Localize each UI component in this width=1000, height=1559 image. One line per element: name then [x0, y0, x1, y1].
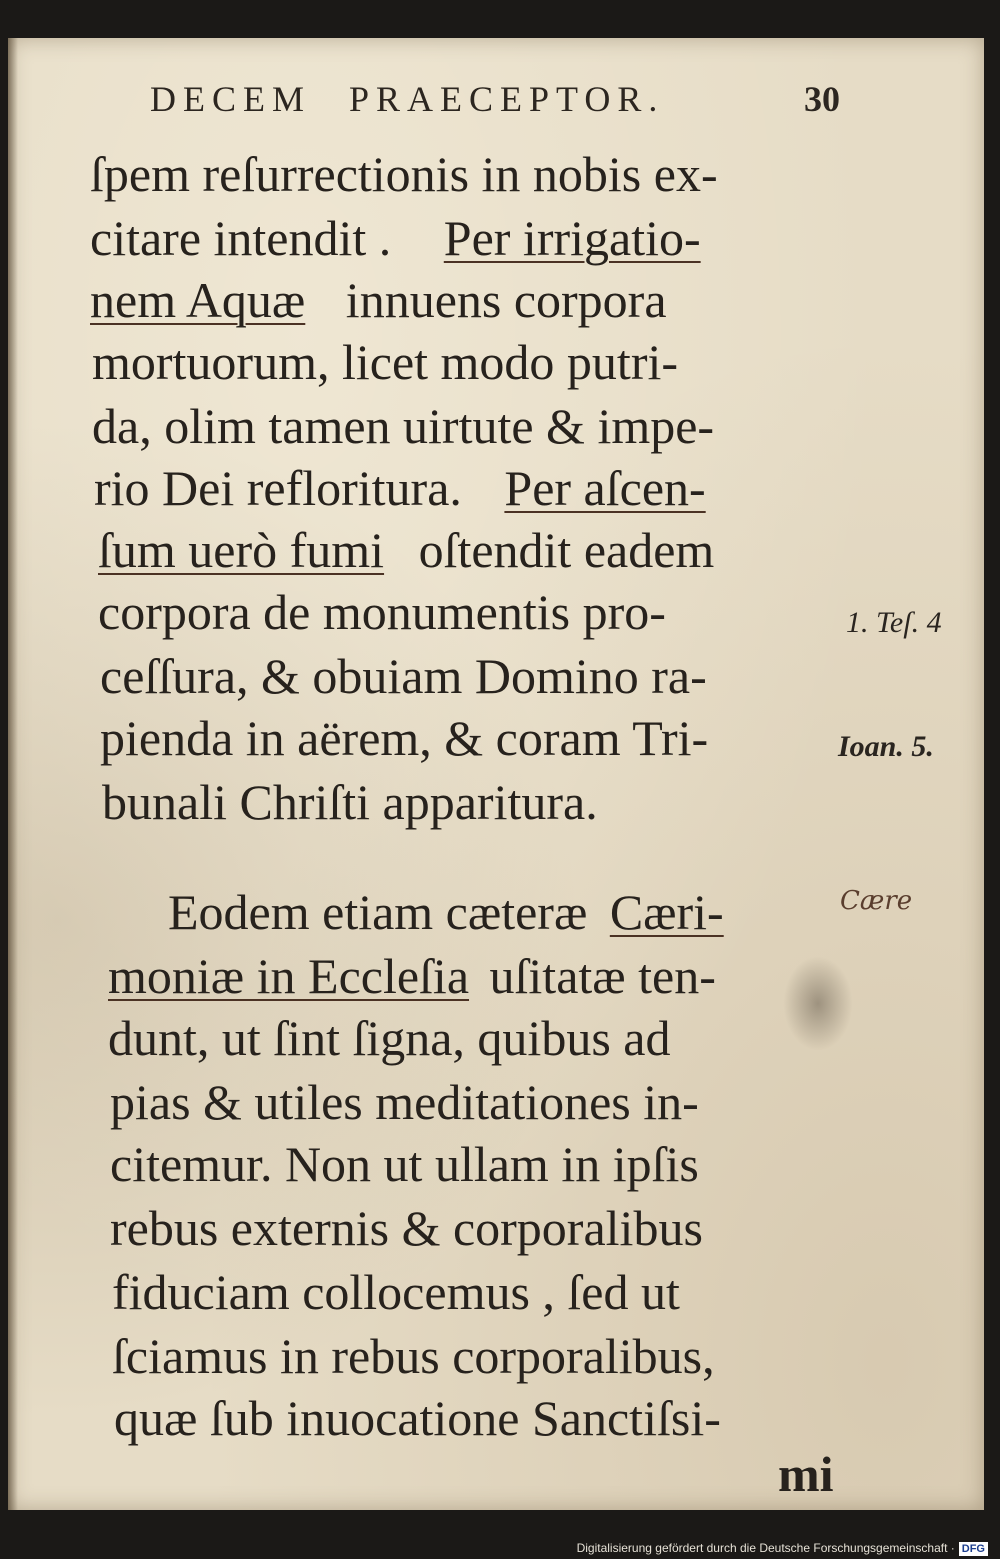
text-line: rio Dei refloritura. Per aſcen-	[94, 460, 706, 516]
underlined-phrase: Per irrigatio-	[443, 210, 701, 266]
text-line: fiduciam collocemus , ſed ut	[112, 1264, 680, 1320]
margin-note-tes: 1. Teſ. 4	[846, 606, 942, 639]
text-line: quæ ſub inuocatione Sanctiſsi-	[114, 1390, 721, 1446]
dfg-logo: DFG	[959, 1542, 988, 1556]
text-line: da, olim tamen uirtute & impe-	[92, 398, 715, 454]
folio-number: 30	[804, 79, 840, 119]
ink-smudge	[783, 956, 853, 1051]
page-spine-shadow	[8, 38, 18, 1510]
underlined-phrase: nem Aquæ	[90, 272, 306, 328]
dfg-footer-text: Digitalisierung gefördert durch die Deutsche Forschungsgemeinschaft ·	[576, 1541, 955, 1556]
text-line: citare intendit . Per irrigatio-	[90, 210, 701, 266]
running-head	[150, 78, 840, 122]
text-line: mortuorum, licet modo putri-	[92, 334, 679, 390]
text-line: moniæ in Eccleſia uſitatæ ten-	[108, 948, 716, 1004]
text-line: rebus externis & corporalibus	[110, 1200, 703, 1256]
underlined-phrase: ſum uerò fumi	[98, 522, 385, 578]
margin-note-ioan: Ioan. 5.	[838, 730, 934, 763]
book-page	[8, 38, 984, 1510]
text-line: dunt, ut ſint ſigna, quibus ad	[108, 1010, 671, 1066]
underlined-phrase: moniæ in Eccleſia	[108, 948, 470, 1004]
handwritten-margin-note: Cære	[840, 886, 913, 916]
text-line: ſpem reſurrectionis in nobis ex-	[90, 146, 718, 202]
text-line: ſum uerò fumi oſtendit eadem	[98, 522, 715, 578]
text-line: Eodem etiam cæteræ Cæri-	[168, 884, 724, 940]
text-line: nem Aquæ innuens corpora	[90, 272, 667, 328]
catchword: mi	[778, 1446, 834, 1502]
text-line: pias & utiles meditationes in-	[110, 1074, 699, 1130]
text-line: citemur. Non ut ullam in ipſis	[110, 1136, 699, 1192]
text-line: ſciamus in rebus corporalibus,	[112, 1328, 715, 1384]
text-line: pienda in aërem, & coram Tri-	[100, 710, 709, 766]
dfg-footer	[577, 1541, 988, 1556]
text-line: corpora de monumentis pro-	[98, 584, 666, 640]
running-head-title: DECEM PRAECEPTOR.	[150, 79, 665, 119]
underlined-phrase: Per aſcen-	[504, 460, 706, 516]
underlined-phrase: Cæri-	[609, 884, 724, 940]
text-line: ceſſura, & obuiam Domino ra-	[100, 648, 707, 704]
text-line: bunali Chriſti apparitura.	[102, 774, 598, 830]
